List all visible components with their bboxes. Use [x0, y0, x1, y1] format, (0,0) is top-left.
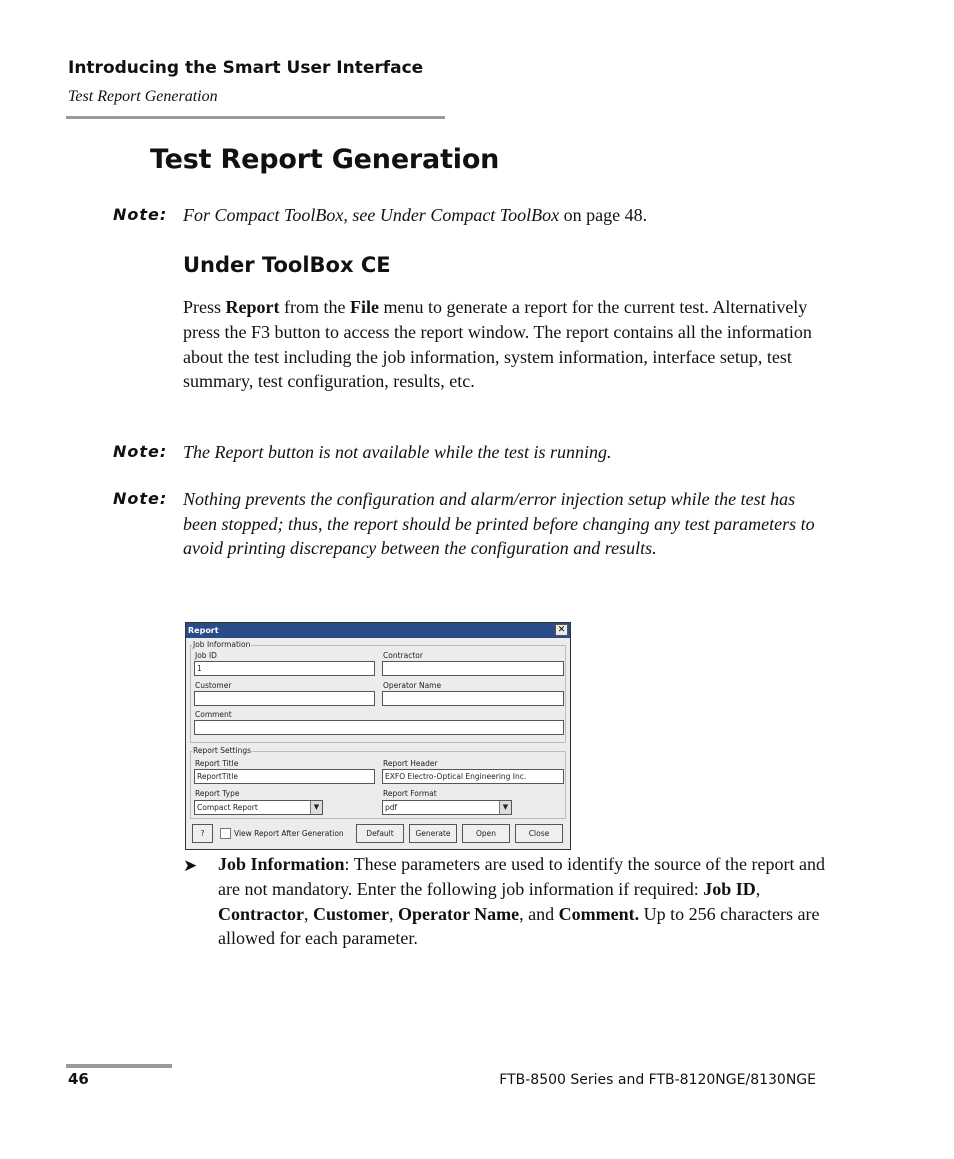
page-number: 46 [68, 1070, 89, 1088]
body-bold-file: File [349, 297, 379, 317]
operator-name-label: Operator Name [383, 681, 442, 690]
customer-field[interactable] [194, 691, 375, 706]
header-rule [66, 116, 445, 119]
view-after-generation-checkbox[interactable] [220, 828, 231, 839]
bullet-text: , [303, 903, 313, 924]
bullet-bold: Job Information [218, 854, 345, 874]
help-button[interactable]: ? [192, 824, 213, 843]
comment-field[interactable] [194, 720, 564, 735]
open-button[interactable]: Open [462, 824, 510, 843]
report-type-label: Report Type [195, 789, 240, 798]
operator-name-field[interactable] [382, 691, 564, 706]
job-information-label: Job Information [193, 640, 251, 649]
generate-button[interactable]: Generate [409, 824, 457, 843]
bullet-arrow-icon: ➤ [183, 856, 198, 876]
body-paragraph [183, 295, 823, 394]
section-heading: Under ToolBox CE [183, 253, 391, 277]
bullet-bold: Contractor [218, 903, 304, 924]
bullet-bold: Customer [312, 903, 389, 924]
bullet-text: Up to 256 characters are allowed for each parameter. [218, 903, 820, 949]
contractor-field[interactable] [382, 661, 564, 676]
customer-label: Customer [195, 681, 232, 690]
note-label: Note: [113, 489, 168, 508]
report-format-value: pdf [385, 803, 398, 812]
report-header-label: Report Header [383, 759, 438, 768]
running-header-chapter: Introducing the Smart User Interface [68, 58, 424, 78]
running-header-section: Test Report Generation [68, 88, 218, 105]
bullet-text: , and [519, 903, 559, 924]
report-type-value: Compact Report [197, 803, 258, 812]
comment-label: Comment [195, 710, 232, 719]
report-format-select[interactable] [382, 800, 512, 815]
report-header-field[interactable]: EXFO Electro-Optical Engineering Inc. [382, 769, 564, 784]
report-format-label: Report Format [383, 789, 437, 798]
body-text: Press [183, 297, 226, 317]
chevron-down-icon[interactable]: ▼ [499, 801, 511, 814]
report-type-select[interactable] [194, 800, 323, 815]
note-label: Note: [113, 205, 168, 224]
body-text: menu to generate a report for the current test. Alternatively press the F3 button to access the report window. The report contains all the information about the test including the job information, system information, interface setup, test summary, test configuration, results, etc. [183, 297, 812, 392]
dialog-title: Report [188, 626, 219, 635]
note-report-button: The Report button is not available while the test is running. [183, 442, 612, 462]
body-text: from the [279, 297, 350, 317]
job-id-label: Job ID [195, 651, 217, 660]
note-compact-text: For Compact ToolBox, see Under Compact ToolBox [183, 205, 560, 225]
chevron-down-icon[interactable]: ▼ [310, 801, 322, 814]
footer-product: FTB-8500 Series and FTB-8120NGE/8130NGE [499, 1072, 816, 1088]
default-button[interactable]: Default [356, 824, 404, 843]
note-label: Note: [113, 442, 168, 461]
note-configuration: Nothing prevents the configuration and alarm/error injection setup while the test has been stopped; thus, the report should be printed before changing any test parameters to avoid printing discrepancy between the configuration and results. [183, 489, 815, 559]
note-compact-toolbox [183, 203, 823, 228]
bullet-text: , [755, 878, 761, 899]
body-bold-report: Report [225, 297, 280, 317]
close-button[interactable]: Close [515, 824, 563, 843]
report-dialog [185, 622, 571, 850]
bullet-bold: Job ID [703, 878, 756, 899]
close-icon[interactable]: ✕ [555, 624, 568, 636]
contractor-label: Contractor [383, 651, 423, 660]
note-compact-link[interactable]: on page 48. [559, 205, 648, 225]
dialog-title-bar [186, 623, 570, 638]
job-information-bullet [218, 852, 828, 951]
view-after-generation-label: View Report After Generation [234, 829, 344, 838]
bullet-bold: Operator Name [397, 903, 520, 924]
page-title: Test Report Generation [150, 144, 500, 175]
footer-rule [66, 1064, 172, 1068]
report-settings-label: Report Settings [193, 746, 252, 755]
report-title-field[interactable]: ReportTitle [194, 769, 375, 784]
report-title-label: Report Title [195, 759, 239, 768]
bullet-bold: Comment. [558, 903, 640, 924]
bullet-text: : These parameters are used to identify the source of the report and are not mandatory. Enter the following job information if required: [218, 854, 825, 899]
job-id-field[interactable]: 1 [194, 661, 375, 676]
bullet-text: , [388, 903, 398, 924]
